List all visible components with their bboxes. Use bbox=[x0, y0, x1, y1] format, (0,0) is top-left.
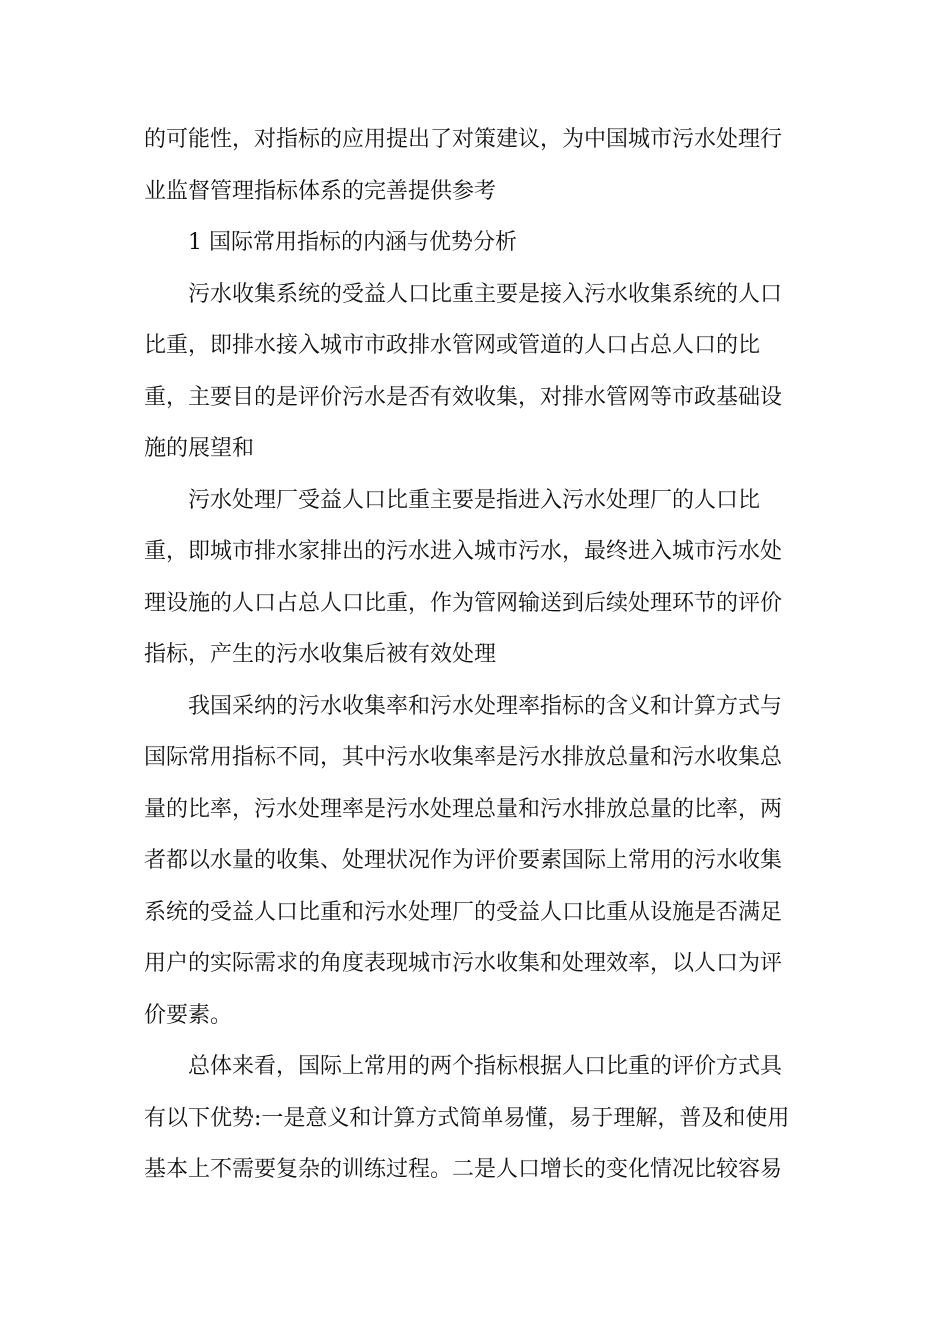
paragraph-line: 业监督管理指标体系的完善提供参考 bbox=[144, 178, 497, 204]
paragraph-line: 基本上不需要复杂的训练过程。二是人口增长的变化情况比较容易 bbox=[144, 1157, 783, 1182]
paragraph-line: 施的展望和 bbox=[144, 436, 255, 461]
paragraph-line: 理设施的人口占总人口比重，作为管网输送到后续处理环节的评价 bbox=[144, 590, 783, 616]
paragraph-line: 总体来看，国际上常用的两个指标根据人口比重的评价方式具 bbox=[188, 1054, 783, 1079]
paragraph-line: 比重，即排水接入城市市政排水管网或管道的人口占总人口的比 bbox=[144, 333, 761, 358]
paragraph-line: 者都以水量的收集、处理状况作为评价要素国际上常用的污水收集 bbox=[144, 848, 783, 873]
paragraph-line: 我国采纳的污水收集率和污水处理率指标的含义和计算方式与 bbox=[188, 693, 783, 719]
paragraph-line: 重，主要目的是评价污水是否有效收集，对排水管网等市政基础设 bbox=[144, 384, 783, 410]
paragraph-line: 价要素。 bbox=[144, 1002, 233, 1028]
paragraph-collection-system bbox=[144, 269, 806, 475]
paragraph-line: 国际常用指标不同，其中污水收集率是污水排放总量和污水收集总 bbox=[144, 745, 783, 770]
document-body bbox=[144, 114, 806, 1196]
section-heading bbox=[144, 217, 806, 269]
paragraph-treatment-plant bbox=[144, 475, 806, 681]
paragraph-line: 系统的受益人口比重和污水处理厂的受益人口比重从设施是否满足 bbox=[144, 899, 783, 925]
paragraph-line: 污水处理厂受益人口比重主要是指进入污水处理厂的人口比 bbox=[188, 487, 761, 513]
paragraph-line: 量的比率，污水处理率是污水处理总量和污水排放总量的比率，两 bbox=[144, 796, 783, 822]
paragraph-domestic-indicators bbox=[144, 681, 806, 1042]
paragraph-advantages bbox=[144, 1041, 806, 1196]
paragraph-line: 的可能性，对指标的应用提出了对策建议，为中国城市污水处理行 bbox=[144, 127, 783, 152]
paragraph-line: 重，即城市排水家排出的污水进入城市污水，最终进入城市污水处 bbox=[144, 539, 783, 564]
paragraph-line: 指标，产生的污水收集后被有效处理 bbox=[144, 642, 497, 667]
paragraph-line: 污水收集系统的受益人口比重主要是接入污水收集系统的人口 bbox=[188, 281, 783, 307]
paragraph-line: 用户的实际需求的角度表现城市污水收集和处理效率，以人口为评 bbox=[144, 951, 783, 976]
paragraph-line: 有以下优势:一是意义和计算方式简单易懂，易于理解，普及和使用 bbox=[144, 1105, 790, 1131]
section-heading-text: 1 国际常用指标的内涵与优势分析 bbox=[188, 230, 517, 255]
paragraph-intro-continuation bbox=[144, 114, 806, 217]
